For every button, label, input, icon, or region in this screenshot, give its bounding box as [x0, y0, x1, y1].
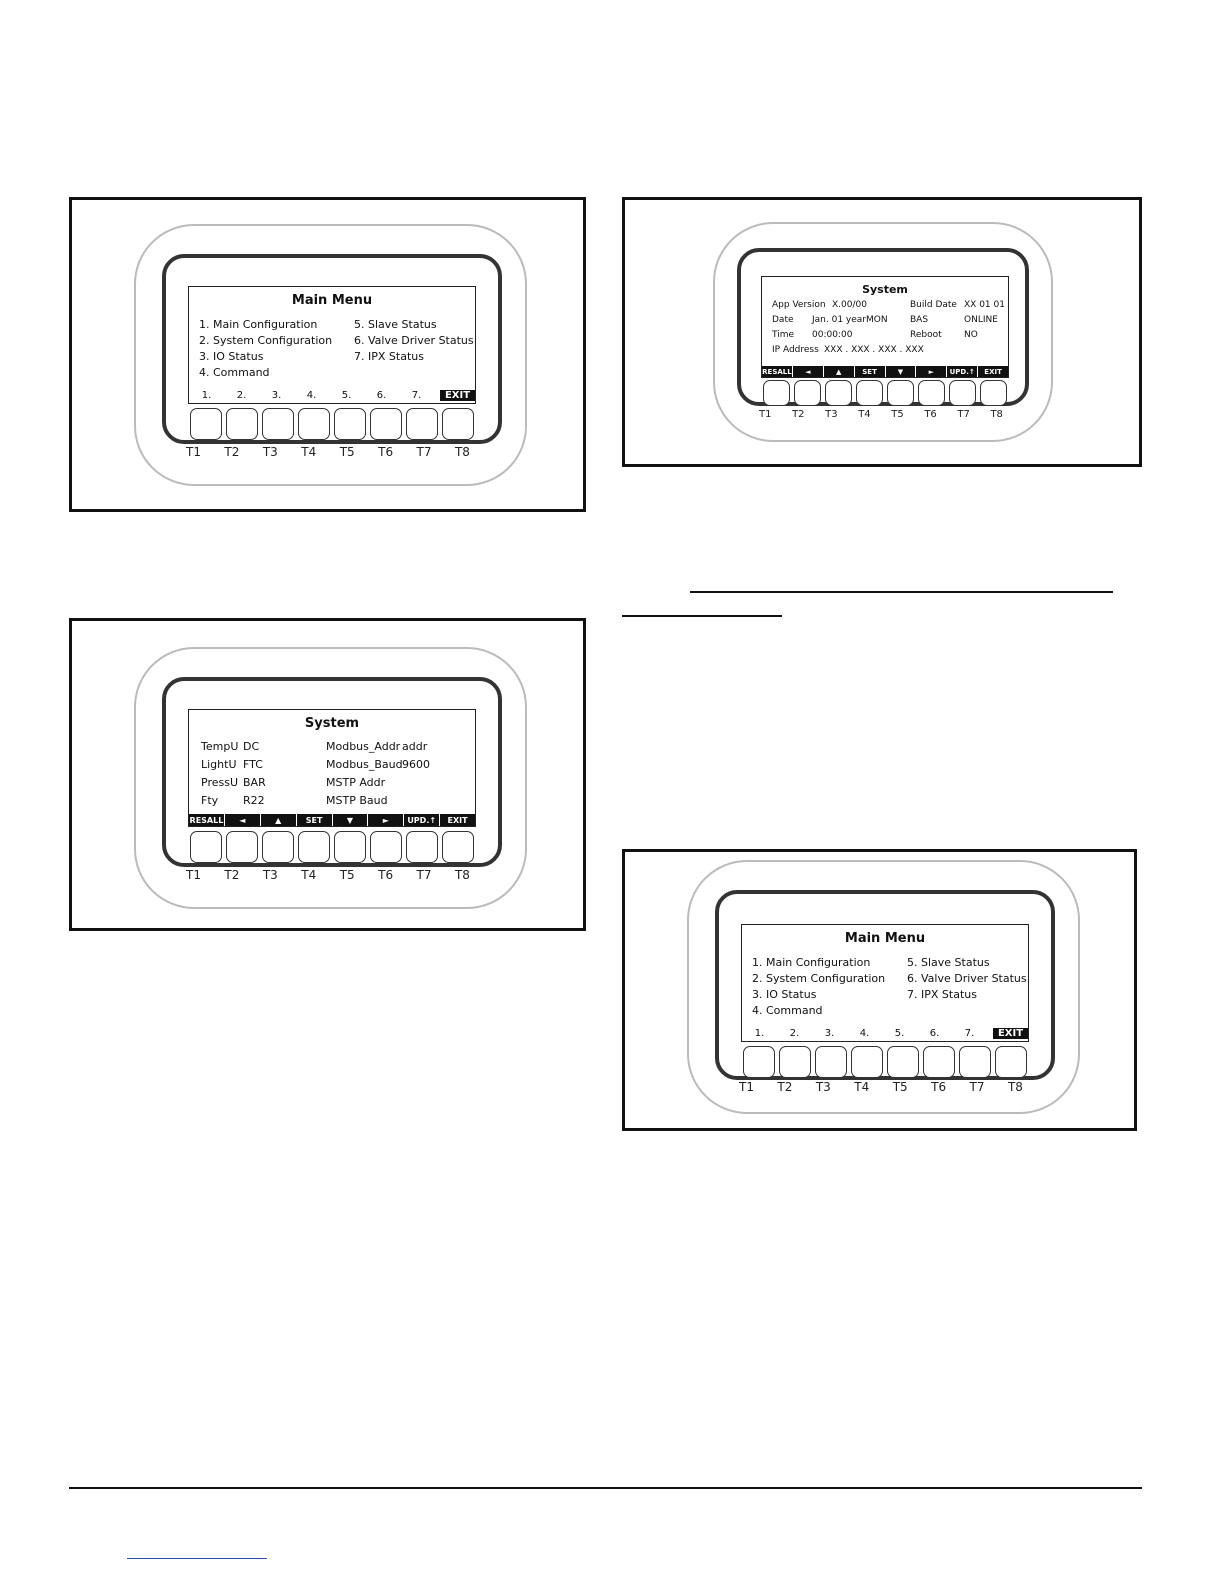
t6-button[interactable] — [923, 1046, 955, 1078]
screen-title: System — [304, 716, 360, 731]
key-4[interactable]: 4. — [306, 390, 317, 401]
t8-button[interactable] — [442, 408, 474, 440]
t3-label: T3 — [262, 868, 278, 882]
t-button-row — [190, 831, 474, 863]
t5-label: T5 — [339, 868, 355, 882]
t-button-row — [763, 380, 1007, 406]
light-unit-value[interactable]: FTC — [243, 758, 263, 771]
key-2[interactable]: 2. — [236, 390, 247, 401]
key-6[interactable]: 6. — [376, 390, 387, 401]
temp-unit-value[interactable]: DC — [243, 740, 260, 753]
up-arrow-softkey[interactable]: ▲ — [824, 366, 854, 377]
t5-label: T5 — [892, 1080, 908, 1094]
t-label-row — [186, 445, 470, 459]
screen-title: System — [862, 283, 908, 296]
t6-button[interactable] — [370, 408, 402, 440]
t3-button[interactable] — [825, 380, 852, 406]
mstp-baud-label: MSTP Baud — [326, 794, 388, 807]
date-label: Date — [772, 315, 794, 325]
key-5[interactable]: 5. — [341, 390, 352, 401]
t-button-row — [190, 408, 474, 440]
blank-underline-2 — [622, 615, 782, 617]
t5-label: T5 — [339, 445, 355, 459]
t4-label: T4 — [858, 409, 871, 420]
right-arrow-softkey[interactable]: ► — [368, 814, 403, 826]
t4-label: T4 — [301, 868, 317, 882]
t8-button[interactable] — [995, 1046, 1027, 1078]
t3-label: T3 — [262, 445, 278, 459]
t7-button[interactable] — [959, 1046, 991, 1078]
t5-button[interactable] — [887, 1046, 919, 1078]
left-arrow-softkey[interactable]: ◄ — [225, 814, 260, 826]
t6-label: T6 — [924, 409, 937, 420]
softkey-bar — [762, 366, 1008, 377]
resall-softkey[interactable]: RESALL — [762, 367, 792, 376]
update-softkey[interactable]: UPD.↑ — [947, 366, 977, 377]
t1-button[interactable] — [743, 1046, 775, 1078]
menu-item-valve-driver-status[interactable]: 6. Valve Driver Status — [354, 334, 474, 347]
lcd-screen — [188, 709, 476, 827]
t2-label: T2 — [224, 868, 240, 882]
pressure-unit-label: PressU — [201, 776, 239, 789]
modbus-addr-value[interactable]: addr — [402, 740, 428, 753]
t6-label: T6 — [378, 868, 394, 882]
t2-button[interactable] — [779, 1046, 811, 1078]
menu-item-slave-status[interactable]: 5. Slave Status — [354, 318, 437, 331]
t6-label: T6 — [931, 1080, 947, 1094]
time-label: Time — [772, 330, 795, 340]
t1-button[interactable] — [763, 380, 790, 406]
key-4[interactable]: 4. — [859, 1028, 870, 1039]
t4-button[interactable] — [298, 408, 330, 440]
set-softkey[interactable]: SET — [855, 366, 885, 377]
controller-bezel — [687, 860, 1080, 1114]
key-2[interactable]: 2. — [789, 1028, 800, 1039]
number-key-bar — [189, 390, 475, 401]
footer-rule — [69, 1487, 1142, 1489]
blank-underline-1 — [690, 591, 1113, 593]
controller-bezel — [713, 222, 1053, 442]
t8-button[interactable] — [442, 831, 474, 863]
exit-softkey[interactable]: EXIT — [978, 366, 1008, 377]
bas-label: BAS — [910, 315, 929, 325]
modbus-baud-value[interactable]: 9600 — [402, 758, 430, 771]
exit-key[interactable]: EXIT — [440, 390, 475, 401]
t-label-row — [186, 868, 470, 882]
ip-address-label: IP Address — [772, 345, 819, 355]
left-arrow-softkey[interactable]: ◄ — [793, 366, 823, 377]
menu-item-system-configuration[interactable]: 2. System Configuration — [752, 972, 886, 985]
t8-label: T8 — [990, 409, 1003, 420]
t-label-row — [739, 1080, 1023, 1094]
footer-link-underline[interactable] — [127, 1558, 267, 1559]
t4-button[interactable] — [856, 380, 883, 406]
t1-label: T1 — [739, 1080, 754, 1094]
modbus-baud-label: Modbus_Baud — [326, 758, 403, 771]
t5-button[interactable] — [334, 408, 366, 440]
t3-button[interactable] — [262, 831, 294, 863]
key-7[interactable]: 7. — [411, 390, 422, 401]
t3-button[interactable] — [815, 1046, 847, 1078]
app-version-value: X.00/00 — [832, 300, 867, 310]
t7-button[interactable] — [406, 831, 438, 863]
figure-main-menu-bottom — [622, 849, 1137, 1131]
t2-button[interactable] — [226, 831, 258, 863]
t4-label: T4 — [854, 1080, 870, 1094]
app-version-label: App Version — [772, 300, 826, 310]
t8-label: T8 — [454, 868, 470, 882]
time-value: 00:00:00 — [812, 330, 853, 340]
down-arrow-softkey[interactable]: ▼ — [886, 366, 916, 377]
t1-label: T1 — [186, 868, 201, 882]
exit-key[interactable]: EXIT — [993, 1028, 1028, 1039]
display-frame — [162, 254, 502, 444]
modbus-addr-label: Modbus_Addr — [326, 740, 401, 753]
t7-label: T7 — [416, 868, 432, 882]
t4-button[interactable] — [298, 831, 330, 863]
mstp-addr-label: MSTP Addr — [326, 776, 386, 789]
key-1[interactable]: 1. — [201, 390, 212, 401]
t7-button[interactable] — [406, 408, 438, 440]
controller-bezel — [134, 647, 527, 909]
screen-title: Main Menu — [844, 931, 926, 946]
display-frame — [737, 248, 1029, 406]
t7-label: T7 — [969, 1080, 985, 1094]
menu-item-main-configuration[interactable]: 1. Main Configuration — [199, 318, 318, 331]
t6-label: T6 — [378, 445, 394, 459]
t5-button[interactable] — [334, 831, 366, 863]
number-key-bar — [742, 1028, 1028, 1039]
t7-label: T7 — [957, 409, 970, 420]
set-softkey[interactable]: SET — [297, 814, 332, 826]
display-frame — [162, 677, 502, 867]
t5-label: T5 — [891, 409, 904, 420]
resall-softkey[interactable]: RESALL — [189, 815, 224, 825]
bas-value: ONLINE — [964, 315, 998, 325]
t8-label: T8 — [1007, 1080, 1023, 1094]
screen-title: Main Menu — [291, 293, 373, 308]
key-5[interactable]: 5. — [894, 1028, 905, 1039]
ip-address-value: XXX . XXX . XXX . XXX — [824, 345, 924, 355]
t-button-row — [743, 1046, 1027, 1078]
down-arrow-softkey[interactable]: ▼ — [333, 814, 368, 826]
figure-main-menu-top — [69, 197, 586, 512]
build-date-label: Build Date — [910, 300, 957, 310]
key-7[interactable]: 7. — [964, 1028, 975, 1039]
t1-button[interactable] — [190, 408, 222, 440]
t7-button[interactable] — [949, 380, 976, 406]
lcd-screen — [188, 286, 476, 404]
menu-item-ipx-status[interactable]: 7. IPX Status — [907, 988, 977, 1001]
date-value: Jan. 01 yearMON — [812, 315, 888, 325]
lcd-screen — [741, 924, 1029, 1042]
t-label-row — [759, 409, 1003, 420]
t4-button[interactable] — [851, 1046, 883, 1078]
reboot-label: Reboot — [910, 330, 942, 340]
menu-item-io-status[interactable]: 3. IO Status — [199, 350, 264, 363]
t7-label: T7 — [416, 445, 432, 459]
t3-label: T3 — [815, 1080, 831, 1094]
t1-label: T1 — [759, 409, 772, 420]
update-softkey[interactable]: UPD.↑ — [404, 814, 439, 826]
t2-label: T2 — [792, 409, 805, 420]
display-frame — [715, 890, 1055, 1080]
reboot-value: NO — [964, 330, 978, 340]
menu-item-ipx-status[interactable]: 7. IPX Status — [354, 350, 424, 363]
right-arrow-softkey[interactable]: ► — [916, 366, 946, 377]
t6-button[interactable] — [370, 831, 402, 863]
figure-system-configuration — [69, 618, 586, 931]
t2-label: T2 — [224, 445, 240, 459]
build-date-value: XX 01 01 — [964, 300, 1005, 310]
menu-item-valve-driver-status[interactable]: 6. Valve Driver Status — [907, 972, 1027, 985]
t2-label: T2 — [777, 1080, 793, 1094]
t8-button[interactable] — [980, 380, 1007, 406]
menu-item-slave-status[interactable]: 5. Slave Status — [907, 956, 990, 969]
t2-button[interactable] — [794, 380, 821, 406]
t4-label: T4 — [301, 445, 317, 459]
key-3[interactable]: 3. — [271, 390, 282, 401]
light-unit-label: LightU — [201, 758, 237, 771]
menu-item-system-configuration[interactable]: 2. System Configuration — [199, 334, 333, 347]
figure-system-status — [622, 197, 1142, 467]
key-6[interactable]: 6. — [929, 1028, 940, 1039]
key-3[interactable]: 3. — [824, 1028, 835, 1039]
softkey-bar — [189, 814, 475, 826]
t2-button[interactable] — [226, 408, 258, 440]
key-1[interactable]: 1. — [754, 1028, 765, 1039]
refrigerant-label: Fty — [201, 794, 219, 807]
t6-button[interactable] — [918, 380, 945, 406]
t1-label: T1 — [186, 445, 201, 459]
menu-item-command[interactable]: 4. Command — [752, 1004, 823, 1017]
menu-item-main-configuration[interactable]: 1. Main Configuration — [752, 956, 871, 969]
refrigerant-value[interactable]: R22 — [243, 794, 265, 807]
t1-button[interactable] — [190, 831, 222, 863]
temp-unit-label: TempU — [201, 740, 239, 753]
t5-button[interactable] — [887, 380, 914, 406]
menu-item-io-status[interactable]: 3. IO Status — [752, 988, 817, 1001]
t3-label: T3 — [825, 409, 838, 420]
pressure-unit-value[interactable]: BAR — [243, 776, 266, 789]
exit-softkey[interactable]: EXIT — [440, 814, 475, 826]
lcd-screen — [761, 276, 1009, 378]
t8-label: T8 — [454, 445, 470, 459]
up-arrow-softkey[interactable]: ▲ — [261, 814, 296, 826]
menu-item-command[interactable]: 4. Command — [199, 366, 270, 379]
t3-button[interactable] — [262, 408, 294, 440]
controller-bezel — [134, 224, 527, 486]
